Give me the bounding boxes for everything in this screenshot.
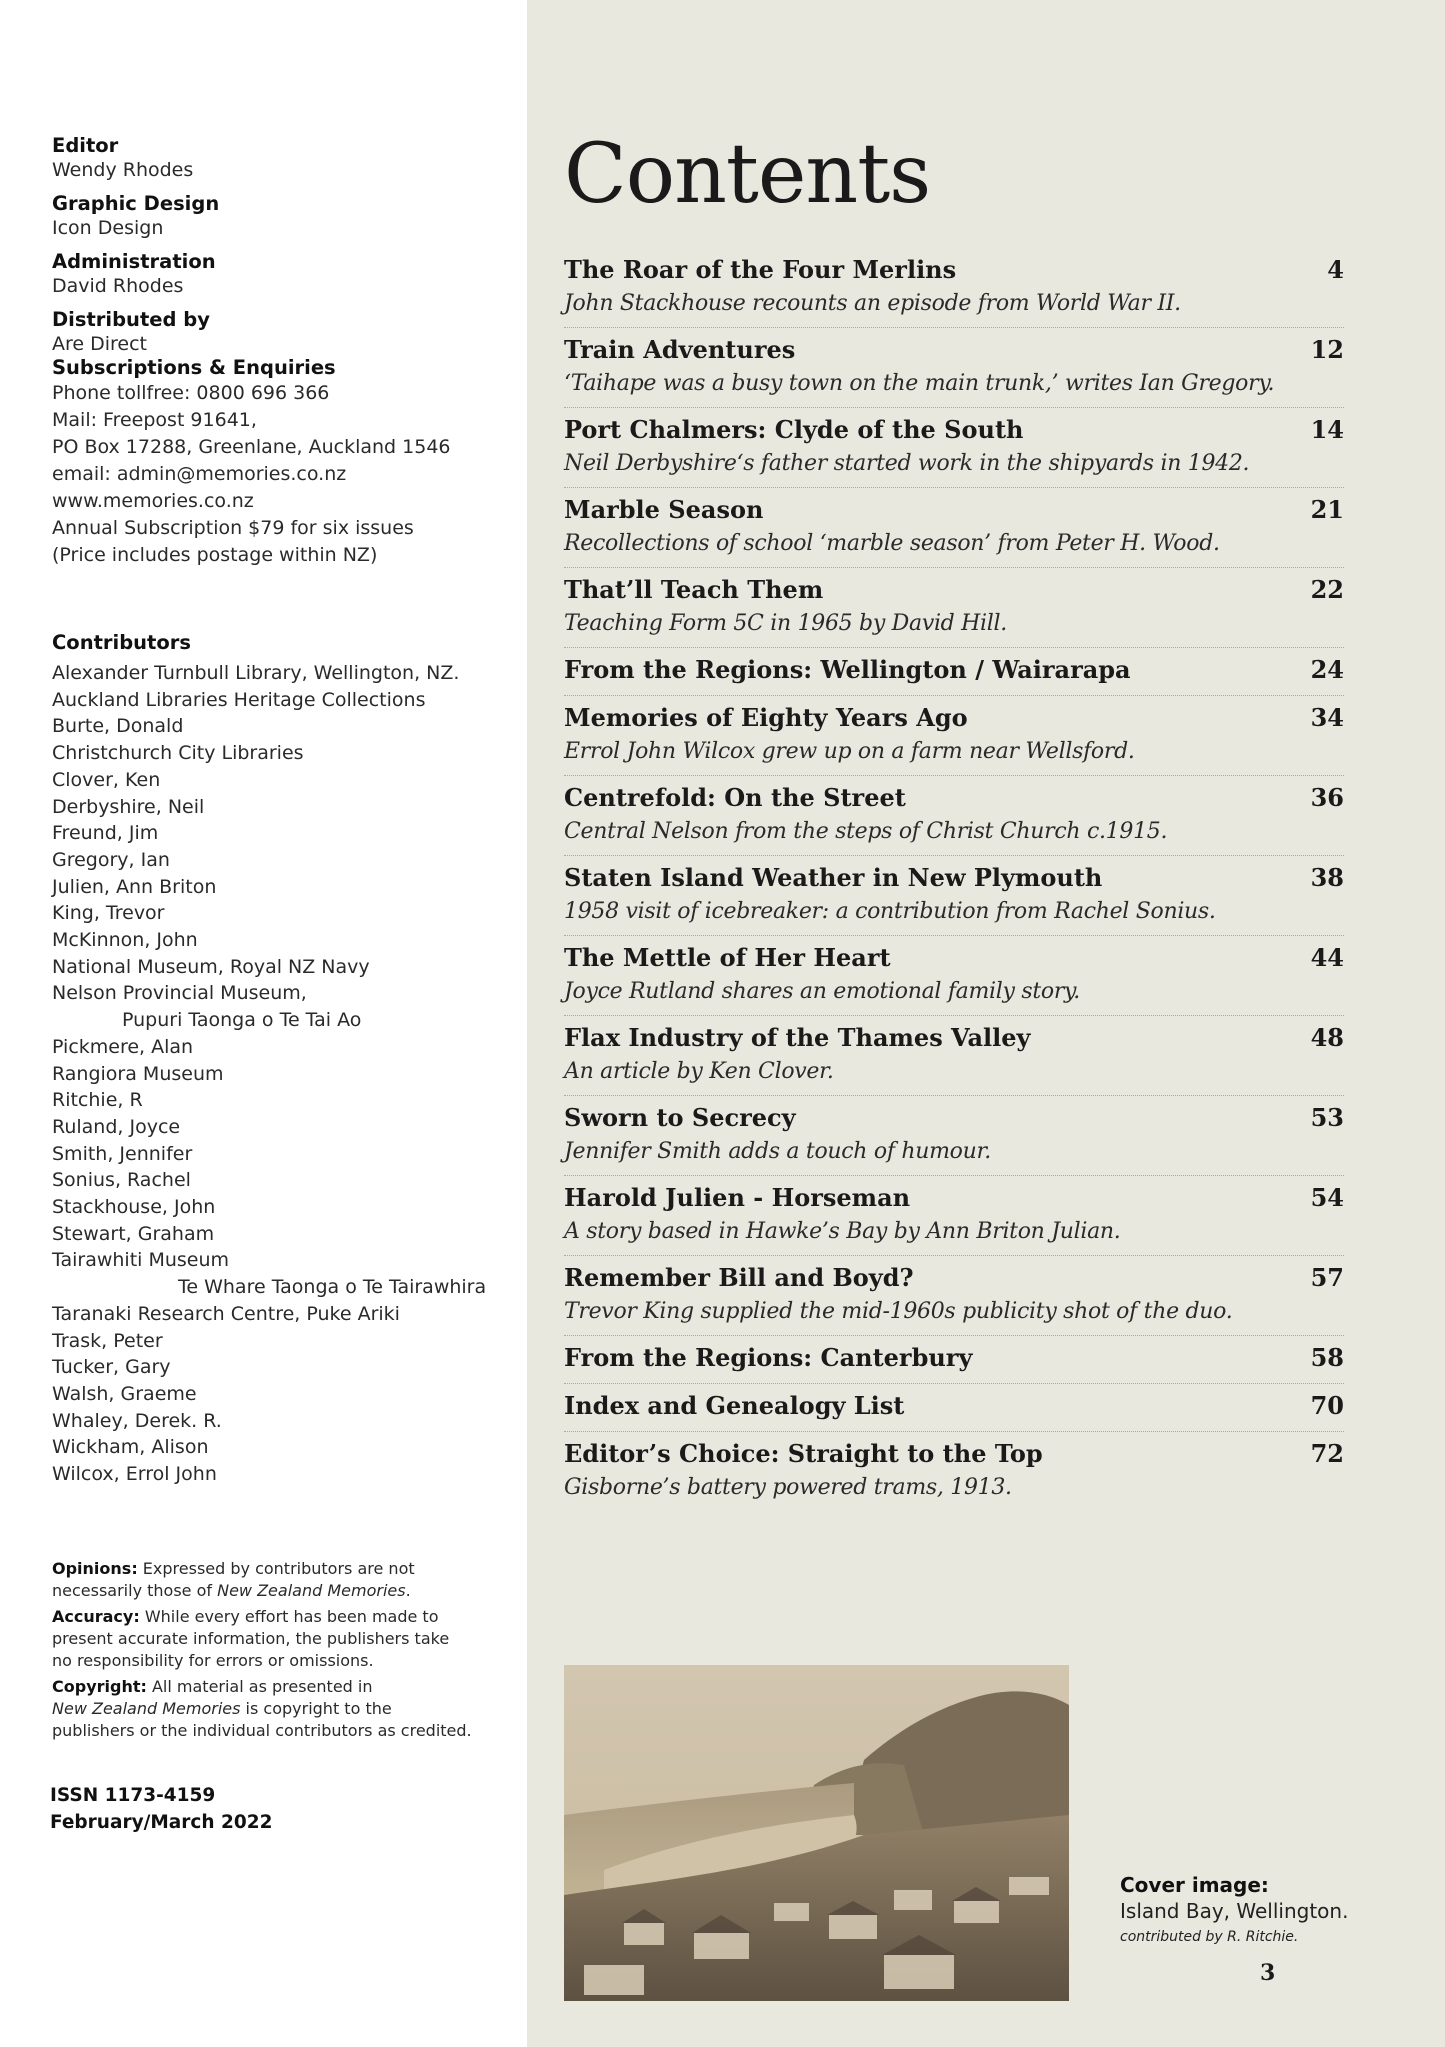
cover-caption-heading: Cover image: xyxy=(1120,1873,1269,1897)
contributor-item: Sonius, Rachel xyxy=(52,1169,191,1192)
credit-value: Icon Design xyxy=(52,217,164,239)
toc-entry-description: Joyce Rutland shares an emotional family story. xyxy=(564,979,1080,1004)
contributor-item: Freund, Jim xyxy=(52,822,159,845)
contributor-item: Tucker, Gary xyxy=(52,1356,171,1379)
toc-entry-page: 36 xyxy=(1310,783,1344,812)
toc-entry-title: Index and Genealogy List xyxy=(564,1391,905,1420)
contributor-item: Wickham, Alison xyxy=(52,1436,209,1459)
toc-entry-description: Jennifer Smith adds a touch of humour. xyxy=(564,1139,991,1164)
contributor-item: Trask, Peter xyxy=(52,1329,163,1352)
toc-entry xyxy=(564,328,1344,408)
credit-value: David Rhodes xyxy=(52,275,184,297)
toc-entry-description: Teaching Form 5C in 1965 by David Hill. xyxy=(564,611,1007,636)
toc-entry-page: 44 xyxy=(1310,943,1344,972)
copyright-note: Copyright: All material as presented in New Zealand Memories is copyright to the publishers or the individual contributors as credited. xyxy=(52,1677,472,1740)
credits-block xyxy=(52,134,522,569)
toc-entry-page: 4 xyxy=(1327,255,1344,284)
toc-entry xyxy=(564,248,1344,328)
toc-entry-title: Remember Bill and Boyd? xyxy=(564,1263,914,1292)
contributor-item: Burte, Donald xyxy=(52,715,184,738)
subscription-line: Annual Subscription $79 for six issues xyxy=(52,517,414,539)
issn-block xyxy=(50,1782,272,1836)
accuracy-note: Accuracy: While every effort has been made to present accurate information, the publishers take no responsibility for errors or omissions. xyxy=(52,1607,450,1670)
contributor-item: Tairawhiti Museum xyxy=(52,1249,230,1272)
toc-entry xyxy=(564,1432,1344,1511)
contributor-item: Te Whare Taonga o Te Tairawhira xyxy=(178,1276,487,1299)
toc-entry-title: That’ll Teach Them xyxy=(564,575,824,604)
toc-entry xyxy=(564,1336,1344,1384)
toc-entry xyxy=(564,1256,1344,1336)
toc-entry-page: 12 xyxy=(1310,335,1344,364)
toc-entry xyxy=(564,408,1344,488)
issn-number: ISSN 1173-4159 xyxy=(50,1785,216,1806)
toc-entry-title: The Mettle of Her Heart xyxy=(564,943,891,972)
contributor-item: Pickmere, Alan xyxy=(52,1035,194,1058)
subscription-line: PO Box 17288, Greenlane, Auckland 1546 xyxy=(52,436,451,458)
cover-caption-place: Island Bay, Wellington. xyxy=(1120,1899,1349,1923)
toc-entry-title: From the Regions: Canterbury xyxy=(564,1343,973,1372)
toc-entry-description: ‘Taihape was a busy town on the main trunk,’ writes Ian Gregory. xyxy=(564,371,1275,396)
toc-entry-description: 1958 visit of icebreaker: a contribution from Rachel Sonius. xyxy=(564,899,1216,924)
contributor-item: Derbyshire, Neil xyxy=(52,795,205,818)
contributor-item: Smith, Jennifer xyxy=(52,1142,193,1165)
toc-entry-title: Centrefold: On the Street xyxy=(564,783,906,812)
contributor-item: Gregory, Ian xyxy=(52,848,170,871)
toc-entry-description: A story based in Hawke’s Bay by Ann Briton Julian. xyxy=(564,1219,1121,1244)
cover-photo xyxy=(564,1665,1069,2001)
toc-entry xyxy=(564,1176,1344,1256)
toc-entry-description: Errol John Wilcox grew up on a farm near Wellsford. xyxy=(564,739,1135,764)
contributor-item: Auckland Libraries Heritage Collections xyxy=(52,688,426,711)
issue-date: February/March 2022 xyxy=(50,1812,273,1833)
toc-entry xyxy=(564,568,1344,648)
credit-heading: Distributed by xyxy=(52,308,210,331)
toc-entry-page: 53 xyxy=(1310,1103,1344,1132)
toc-entry-description: Neil Derbyshire‘s father started work in the shipyards in 1942. xyxy=(564,451,1250,476)
toc-entry xyxy=(564,936,1344,1016)
contributor-item: Julien, Ann Briton xyxy=(52,875,217,898)
toc-entry xyxy=(564,696,1344,776)
toc-entry-title: Port Chalmers: Clyde of the South xyxy=(564,415,1024,444)
contributor-item: Alexander Turnbull Library, Wellington, NZ. xyxy=(52,662,460,684)
contributor-item: National Museum, Royal NZ Navy xyxy=(52,955,370,978)
toc-entry xyxy=(564,648,1344,696)
toc-entry-page: 34 xyxy=(1310,703,1344,732)
toc-entry-title: Staten Island Weather in New Plymouth xyxy=(564,863,1103,892)
contributor-item: Stewart, Graham xyxy=(52,1222,215,1245)
contributor-item: Ruland, Joyce xyxy=(52,1115,181,1138)
masthead-column xyxy=(0,0,527,2047)
toc-entry-description: Trevor King supplied the mid-1960s publicity shot of the duo. xyxy=(564,1299,1233,1324)
toc-entry-page: 54 xyxy=(1310,1183,1344,1212)
toc-entry-page: 24 xyxy=(1310,655,1344,684)
subscription-line: (Price includes postage within NZ) xyxy=(52,544,378,566)
toc-entry-page: 38 xyxy=(1310,863,1344,892)
cover-caption xyxy=(1120,1872,1370,1950)
credit-heading: Editor xyxy=(52,134,119,157)
toc-entry-title: Train Adventures xyxy=(564,335,796,364)
credit-value: Wendy Rhodes xyxy=(52,159,194,181)
contributors-block xyxy=(52,628,522,1488)
toc-entry-title: Editor’s Choice: Straight to the Top xyxy=(564,1439,1043,1468)
contributor-item: Taranaki Research Centre, Puke Ariki xyxy=(52,1302,400,1325)
toc-entry-title: Memories of Eighty Years Ago xyxy=(564,703,968,732)
subscriptions-heading: Subscriptions & Enquiries xyxy=(52,356,336,379)
toc-entry-page: 57 xyxy=(1310,1263,1344,1292)
toc-entry-page: 58 xyxy=(1310,1343,1344,1372)
toc-entry-title: Sworn to Secrecy xyxy=(564,1103,796,1132)
contributors-list xyxy=(52,660,522,1488)
toc-entry-description: Recollections of school ‘marble season’ from Peter H. Wood. xyxy=(564,531,1220,556)
toc-entry-page: 22 xyxy=(1310,575,1344,604)
contributor-item: Walsh, Graeme xyxy=(52,1382,197,1405)
cover-caption-credit: contributed by R. Ritchie. xyxy=(1120,1929,1299,1945)
contributors-heading: Contributors xyxy=(52,631,191,654)
toc-entry-description: An article by Ken Clover. xyxy=(564,1059,834,1084)
opinions-note: Opinions: Expressed by contributors are not necessarily those of New Zealand Memories. xyxy=(52,1559,415,1600)
toc-entry-title: Harold Julien - Horseman xyxy=(564,1183,911,1212)
subscription-line: email: admin@memories.co.nz xyxy=(52,463,347,485)
toc-entry-page: 48 xyxy=(1310,1023,1344,1052)
toc-entry-page: 70 xyxy=(1310,1391,1344,1420)
contributor-item: Rangiora Museum xyxy=(52,1062,224,1085)
credit-heading: Graphic Design xyxy=(52,192,220,215)
subscription-line: Mail: Freepost 91641, xyxy=(52,409,257,431)
contributor-item: Pupuri Taonga o Te Tai Ao xyxy=(122,1009,362,1032)
contributor-item: Nelson Provincial Museum, xyxy=(52,982,307,1005)
table-of-contents xyxy=(564,248,1344,1511)
toc-entry xyxy=(564,1016,1344,1096)
toc-entry xyxy=(564,776,1344,856)
toc-entry-title: From the Regions: Wellington / Wairarapa xyxy=(564,655,1131,684)
contributor-item: Whaley, Derek. R. xyxy=(52,1409,222,1432)
toc-entry-title: Flax Industry of the Thames Valley xyxy=(564,1023,1031,1052)
toc-entry-page: 72 xyxy=(1310,1439,1344,1468)
subscriptions-details xyxy=(52,380,522,569)
contributor-item: Christchurch City Libraries xyxy=(52,742,304,765)
credit-value: Are Direct xyxy=(52,333,148,355)
contributor-item: Wilcox, Errol John xyxy=(52,1463,217,1486)
toc-entry-title: The Roar of the Four Merlins xyxy=(564,255,957,284)
toc-entry-description: Gisborne’s battery powered trams, 1913. xyxy=(564,1475,1012,1500)
contributor-item: McKinnon, John xyxy=(52,929,198,952)
legal-notes xyxy=(52,1558,472,1746)
toc-entry-description: John Stackhouse recounts an episode from World War II. xyxy=(564,291,1181,316)
toc-entry xyxy=(564,1096,1344,1176)
toc-entry xyxy=(564,1384,1344,1432)
contributor-item: King, Trevor xyxy=(52,902,165,925)
toc-entry xyxy=(564,856,1344,936)
contributor-item: Ritchie, R xyxy=(52,1089,143,1112)
page-title: Contents xyxy=(564,127,931,222)
page-number: 3 xyxy=(1260,1960,1276,1986)
toc-entry-description: Central Nelson from the steps of Christ Church c.1915. xyxy=(564,819,1168,844)
toc-entry xyxy=(564,488,1344,568)
contributor-item: Stackhouse, John xyxy=(52,1196,216,1219)
subscription-line: www.memories.co.nz xyxy=(52,490,254,512)
subscription-line: Phone tollfree: 0800 696 366 xyxy=(52,382,330,404)
toc-entry-page: 21 xyxy=(1310,495,1344,524)
toc-entry-title: Marble Season xyxy=(564,495,764,524)
credit-heading: Administration xyxy=(52,250,216,273)
toc-entry-page: 14 xyxy=(1310,415,1344,444)
contributor-item: Clover, Ken xyxy=(52,768,161,791)
